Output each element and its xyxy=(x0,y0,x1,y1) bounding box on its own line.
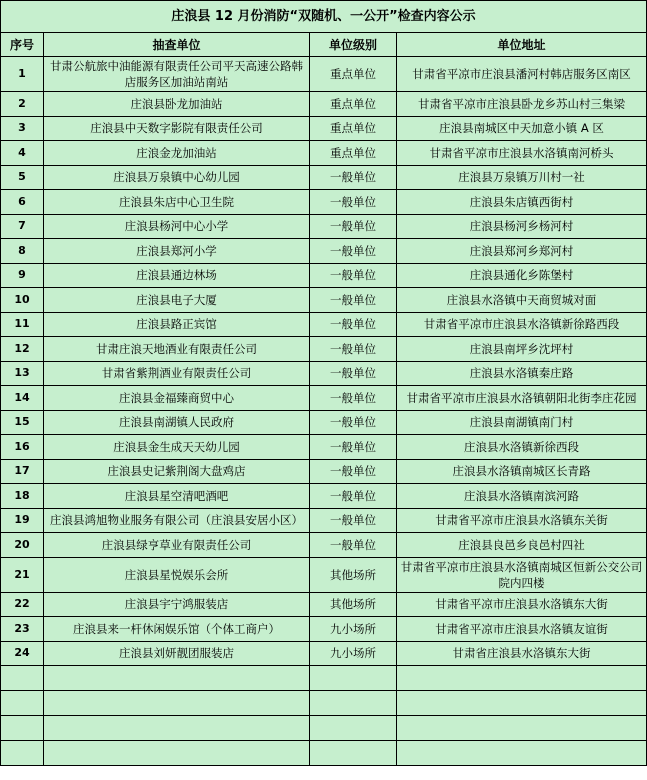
empty-cell xyxy=(44,741,310,766)
cell-unit: 庄浪县宇宁鸿服装店 xyxy=(44,592,310,617)
table-row xyxy=(1,57,647,92)
empty-cell xyxy=(397,716,647,741)
cell-address: 甘肃省平凉市庄浪县水洛镇朝阳北街李庄花园 xyxy=(397,386,647,411)
cell-index: 17 xyxy=(1,459,44,484)
table-row xyxy=(1,557,647,592)
table-row xyxy=(1,337,647,362)
cell-unit: 庄浪县朱店中心卫生院 xyxy=(44,190,310,215)
cell-address: 庄浪县万泉镇万川村一社 xyxy=(397,165,647,190)
cell-index: 21 xyxy=(1,557,44,592)
cell-index: 6 xyxy=(1,190,44,215)
cell-level: 一般单位 xyxy=(310,239,397,264)
cell-index: 8 xyxy=(1,239,44,264)
cell-address: 庄浪县杨河乡杨河村 xyxy=(397,214,647,239)
cell-level: 九小场所 xyxy=(310,617,397,642)
table-row xyxy=(1,312,647,337)
empty-cell xyxy=(1,716,44,741)
table-row xyxy=(1,361,647,386)
cell-index: 7 xyxy=(1,214,44,239)
table-row xyxy=(1,141,647,166)
cell-index: 1 xyxy=(1,57,44,92)
cell-level: 一般单位 xyxy=(310,190,397,215)
empty-cell xyxy=(44,691,310,716)
cell-unit: 甘肃公航旅中油能源有限责任公司平天高速公路韩店服务区加油站南站 xyxy=(44,57,310,92)
cell-index: 12 xyxy=(1,337,44,362)
empty-row xyxy=(1,666,647,691)
header-level: 单位级别 xyxy=(310,33,397,57)
cell-address: 庄浪县通化乡陈堡村 xyxy=(397,263,647,288)
cell-address: 庄浪县水洛镇新徐西段 xyxy=(397,435,647,460)
cell-address: 庄浪县水洛镇南城区长青路 xyxy=(397,459,647,484)
cell-level: 一般单位 xyxy=(310,337,397,362)
cell-unit: 庄浪县杨河中心小学 xyxy=(44,214,310,239)
empty-cell xyxy=(1,666,44,691)
cell-index: 4 xyxy=(1,141,44,166)
table-row xyxy=(1,508,647,533)
empty-cell xyxy=(1,741,44,766)
cell-index: 23 xyxy=(1,617,44,642)
cell-unit: 庄浪金龙加油站 xyxy=(44,141,310,166)
table-row xyxy=(1,214,647,239)
cell-index: 10 xyxy=(1,288,44,313)
cell-index: 9 xyxy=(1,263,44,288)
empty-row xyxy=(1,691,647,716)
cell-unit: 庄浪县中天数字影院有限责任公司 xyxy=(44,116,310,141)
table-row xyxy=(1,617,647,642)
cell-index: 11 xyxy=(1,312,44,337)
empty-cell xyxy=(310,666,397,691)
cell-level: 其他场所 xyxy=(310,592,397,617)
cell-unit: 庄浪县电子大厦 xyxy=(44,288,310,313)
cell-level: 一般单位 xyxy=(310,312,397,337)
table-row xyxy=(1,165,647,190)
empty-cell xyxy=(397,666,647,691)
empty-row xyxy=(1,716,647,741)
table-row xyxy=(1,435,647,460)
cell-unit: 庄浪县金生成天天幼儿园 xyxy=(44,435,310,460)
cell-level: 其他场所 xyxy=(310,557,397,592)
cell-level: 重点单位 xyxy=(310,116,397,141)
cell-index: 15 xyxy=(1,410,44,435)
cell-level: 一般单位 xyxy=(310,410,397,435)
cell-level: 一般单位 xyxy=(310,459,397,484)
table-row xyxy=(1,386,647,411)
cell-address: 甘肃省平凉市庄浪县水洛镇南河桥头 xyxy=(397,141,647,166)
cell-level: 一般单位 xyxy=(310,361,397,386)
cell-unit: 庄浪县卧龙加油站 xyxy=(44,92,310,117)
empty-cell xyxy=(1,691,44,716)
cell-unit: 庄浪县路正宾馆 xyxy=(44,312,310,337)
cell-level: 重点单位 xyxy=(310,141,397,166)
table-row xyxy=(1,592,647,617)
cell-address: 甘肃省平凉市庄浪县水洛镇友谊街 xyxy=(397,617,647,642)
cell-level: 一般单位 xyxy=(310,288,397,313)
cell-unit: 庄浪县绿亨草业有限责任公司 xyxy=(44,533,310,558)
cell-address: 庄浪县朱店镇西街村 xyxy=(397,190,647,215)
header-index: 序号 xyxy=(1,33,44,57)
cell-index: 5 xyxy=(1,165,44,190)
cell-index: 13 xyxy=(1,361,44,386)
cell-level: 一般单位 xyxy=(310,508,397,533)
table-row xyxy=(1,239,647,264)
cell-unit: 庄浪县万泉镇中心幼儿园 xyxy=(44,165,310,190)
table-row xyxy=(1,92,647,117)
cell-index: 20 xyxy=(1,533,44,558)
cell-level: 一般单位 xyxy=(310,263,397,288)
table-row xyxy=(1,190,647,215)
cell-unit: 庄浪县星空清吧酒吧 xyxy=(44,484,310,509)
table-row xyxy=(1,116,647,141)
cell-address: 庄浪县水洛镇南滨河路 xyxy=(397,484,647,509)
cell-address: 甘肃省庄浪县水洛镇东大街 xyxy=(397,641,647,666)
cell-address: 甘肃省平凉市庄浪县潘河村韩店服务区南区 xyxy=(397,57,647,92)
table-row xyxy=(1,641,647,666)
cell-index: 18 xyxy=(1,484,44,509)
header-address: 单位地址 xyxy=(397,33,647,57)
table-row xyxy=(1,459,647,484)
header-unit: 抽查单位 xyxy=(44,33,310,57)
cell-address: 庄浪县南坪乡沈坪村 xyxy=(397,337,647,362)
table-title: 庄浪县 12 月份消防“双随机、一公开”检查内容公示 xyxy=(1,1,647,33)
cell-address: 庄浪县郑河乡郑河村 xyxy=(397,239,647,264)
empty-cell xyxy=(44,666,310,691)
cell-address: 庄浪县水洛镇秦庄路 xyxy=(397,361,647,386)
cell-level: 一般单位 xyxy=(310,214,397,239)
empty-cell xyxy=(310,691,397,716)
cell-index: 3 xyxy=(1,116,44,141)
header-row xyxy=(1,33,647,57)
cell-unit: 庄浪县史记紫荆阁大盘鸡店 xyxy=(44,459,310,484)
cell-unit: 庄浪县鸿旭物业服务有限公司（庄浪县安居小区） xyxy=(44,508,310,533)
cell-level: 一般单位 xyxy=(310,484,397,509)
cell-unit: 庄浪县郑河小学 xyxy=(44,239,310,264)
cell-unit: 庄浪县来一杆休闲娱乐馆（个体工商户） xyxy=(44,617,310,642)
cell-level: 一般单位 xyxy=(310,533,397,558)
cell-address: 甘肃省平凉市庄浪县水洛镇南城区恒新公交公司院内四楼 xyxy=(397,557,647,592)
empty-cell xyxy=(44,716,310,741)
empty-cell xyxy=(310,716,397,741)
cell-unit: 庄浪县南湖镇人民政府 xyxy=(44,410,310,435)
cell-unit: 庄浪县金福臻商贸中心 xyxy=(44,386,310,411)
empty-cell xyxy=(397,741,647,766)
cell-index: 22 xyxy=(1,592,44,617)
table-row xyxy=(1,288,647,313)
empty-cell xyxy=(397,691,647,716)
cell-index: 19 xyxy=(1,508,44,533)
table-row xyxy=(1,533,647,558)
cell-address: 甘肃省平凉市庄浪县水洛镇新徐路西段 xyxy=(397,312,647,337)
cell-unit: 甘肃庄浪天地酒业有限责任公司 xyxy=(44,337,310,362)
table-row xyxy=(1,410,647,435)
cell-unit: 庄浪县通边林场 xyxy=(44,263,310,288)
cell-index: 16 xyxy=(1,435,44,460)
cell-level: 一般单位 xyxy=(310,165,397,190)
cell-index: 24 xyxy=(1,641,44,666)
cell-unit: 庄浪县刘妍靓团服装店 xyxy=(44,641,310,666)
cell-address: 庄浪县良邑乡良邑村四社 xyxy=(397,533,647,558)
title-row xyxy=(1,1,647,33)
cell-address: 庄浪县南城区中天加意小镇 A 区 xyxy=(397,116,647,141)
cell-address: 甘肃省平凉市庄浪县水洛镇东大街 xyxy=(397,592,647,617)
cell-unit: 庄浪县星悦娱乐会所 xyxy=(44,557,310,592)
cell-address: 庄浪县南湖镇南门村 xyxy=(397,410,647,435)
cell-address: 庄浪县水洛镇中天商贸城对面 xyxy=(397,288,647,313)
cell-level: 一般单位 xyxy=(310,386,397,411)
cell-level: 九小场所 xyxy=(310,641,397,666)
cell-level: 一般单位 xyxy=(310,435,397,460)
cell-address: 甘肃省平凉市庄浪县水洛镇东关街 xyxy=(397,508,647,533)
cell-level: 重点单位 xyxy=(310,92,397,117)
cell-address: 甘肃省平凉市庄浪县卧龙乡苏山村三集梁 xyxy=(397,92,647,117)
cell-level: 重点单位 xyxy=(310,57,397,92)
cell-unit: 甘肃省紫荆酒业有限责任公司 xyxy=(44,361,310,386)
cell-index: 14 xyxy=(1,386,44,411)
table-row xyxy=(1,263,647,288)
table-row xyxy=(1,484,647,509)
empty-row xyxy=(1,741,647,766)
cell-index: 2 xyxy=(1,92,44,117)
empty-cell xyxy=(310,741,397,766)
